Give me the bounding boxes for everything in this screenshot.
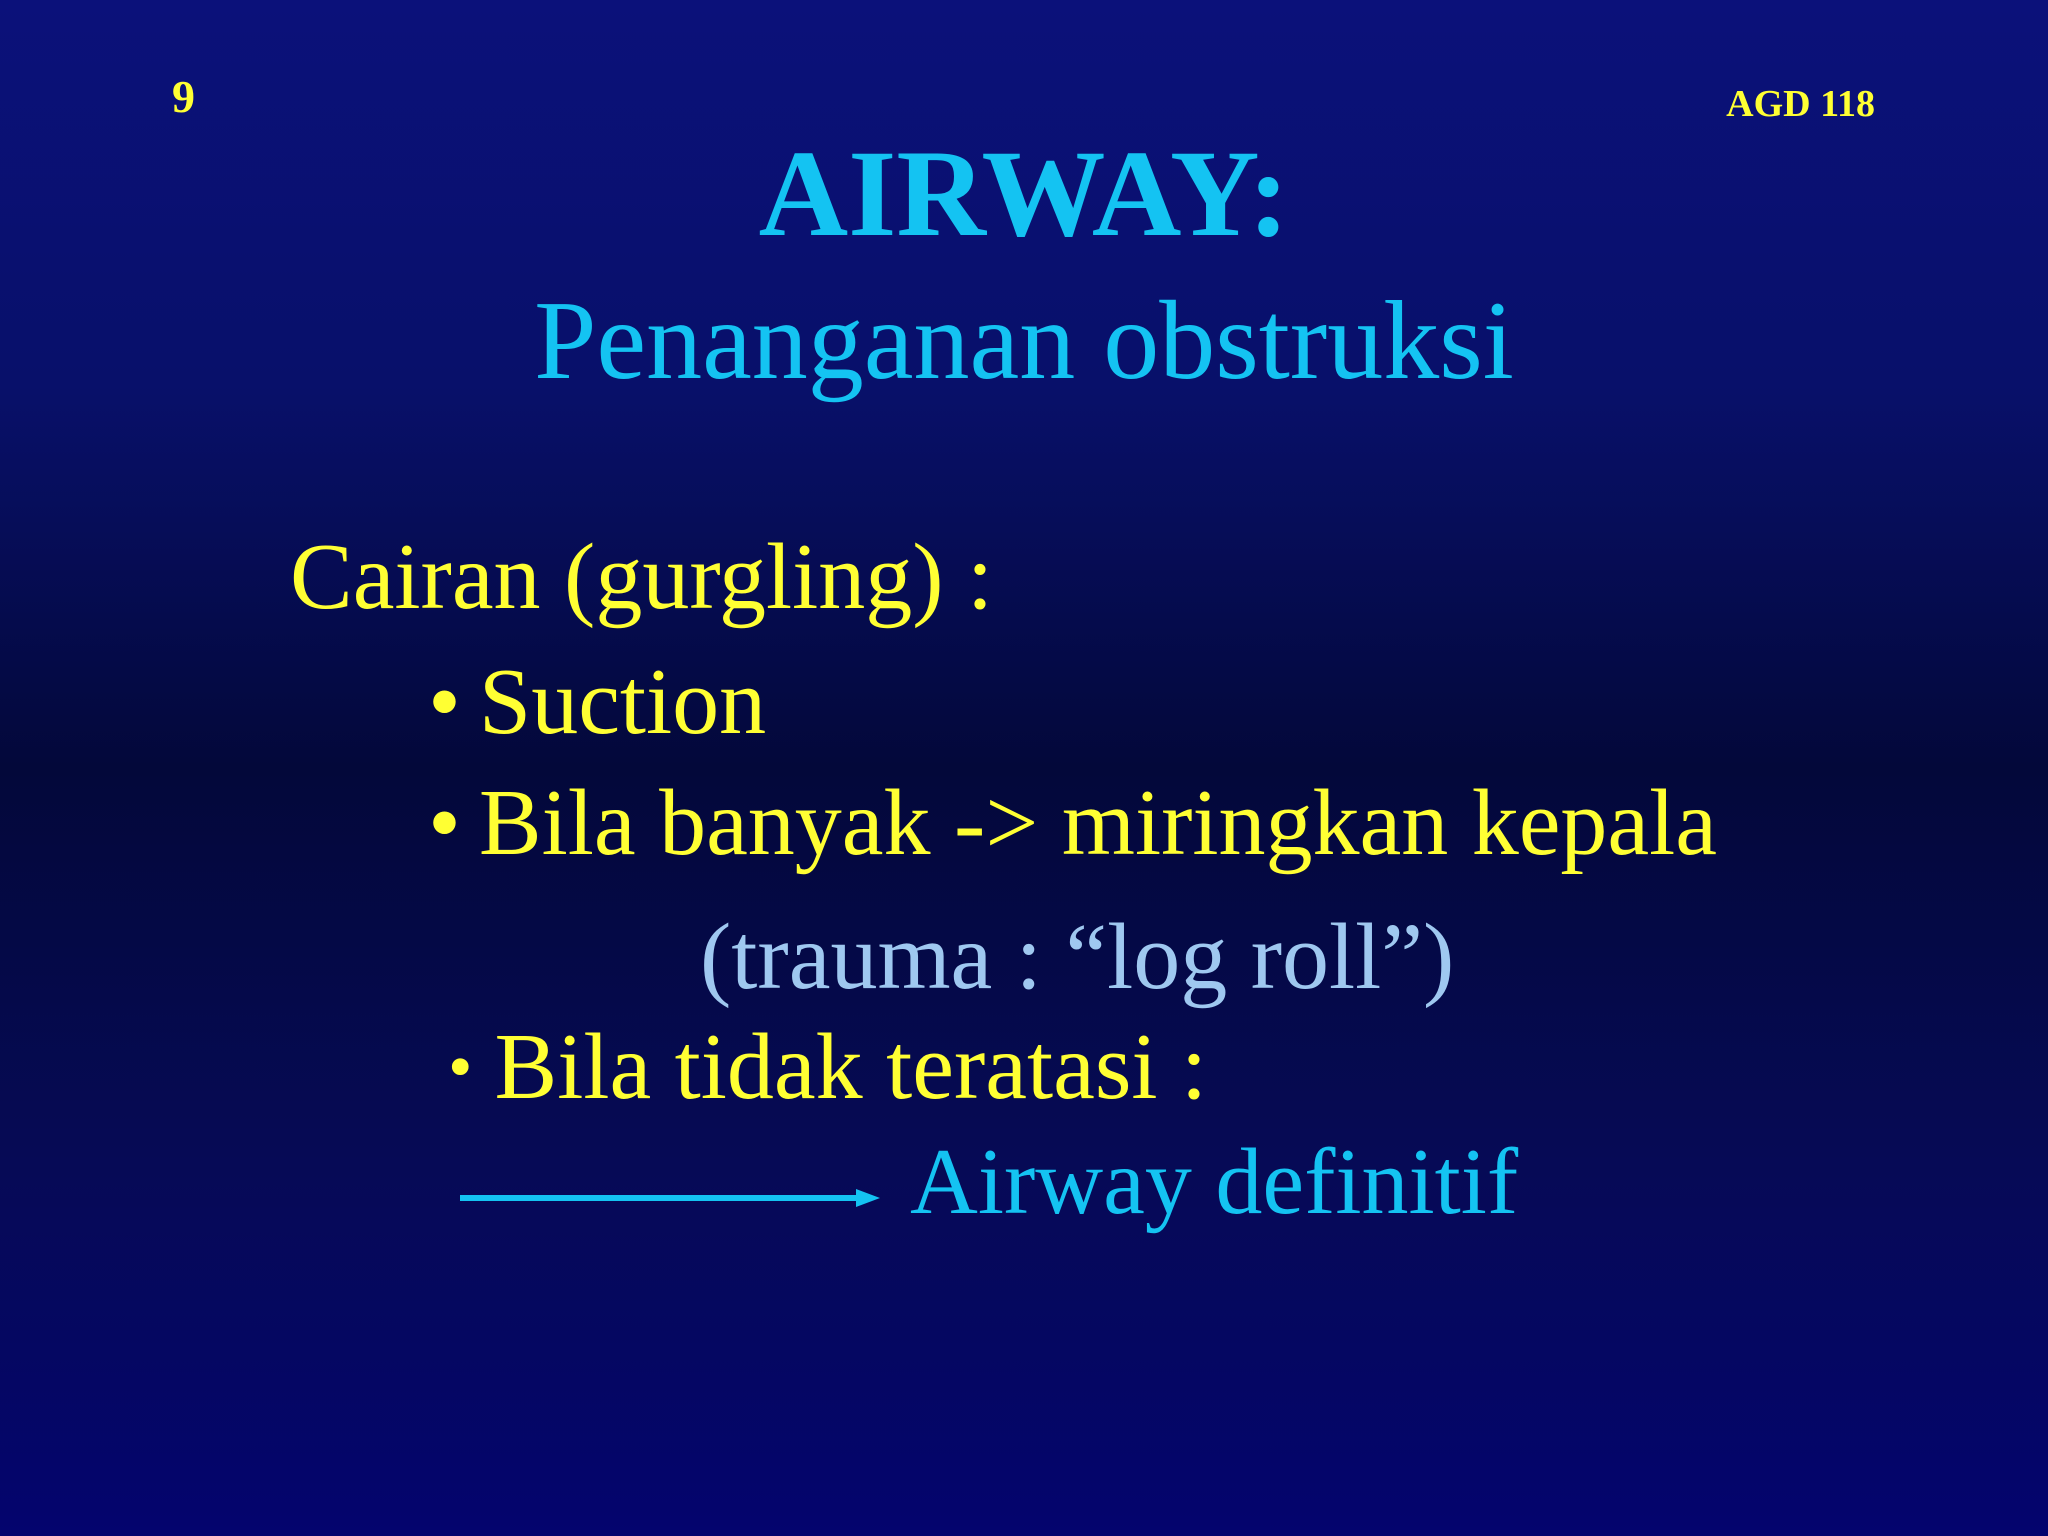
bullet-dot: • xyxy=(428,771,461,875)
slide-number: 9 xyxy=(172,71,195,122)
bullet-item-suction xyxy=(428,650,767,754)
right-arrow-icon xyxy=(460,1178,880,1218)
result-text: Airway definitif xyxy=(910,1130,1519,1234)
bullet-text: Bila banyak -> miringkan kepala xyxy=(478,771,1717,875)
bullet-item-unresolved xyxy=(448,1015,1208,1119)
content-heading: Cairan (gurgling) : xyxy=(290,525,994,629)
slide-title: AIRWAY: xyxy=(758,125,1290,262)
bullet-dot: • xyxy=(448,1029,473,1106)
bullet-text: Bila tidak teratasi : xyxy=(494,1015,1208,1119)
bullet-dot: • xyxy=(428,650,461,754)
trauma-note: (trauma : “log roll”) xyxy=(700,905,1455,1009)
slide-code: AGD 118 xyxy=(1726,83,1875,125)
bullet-text: Suction xyxy=(478,650,767,754)
bullet-item-tilt-head xyxy=(428,771,1717,875)
slide-subtitle: Penanganan obstruksi xyxy=(534,279,1514,403)
